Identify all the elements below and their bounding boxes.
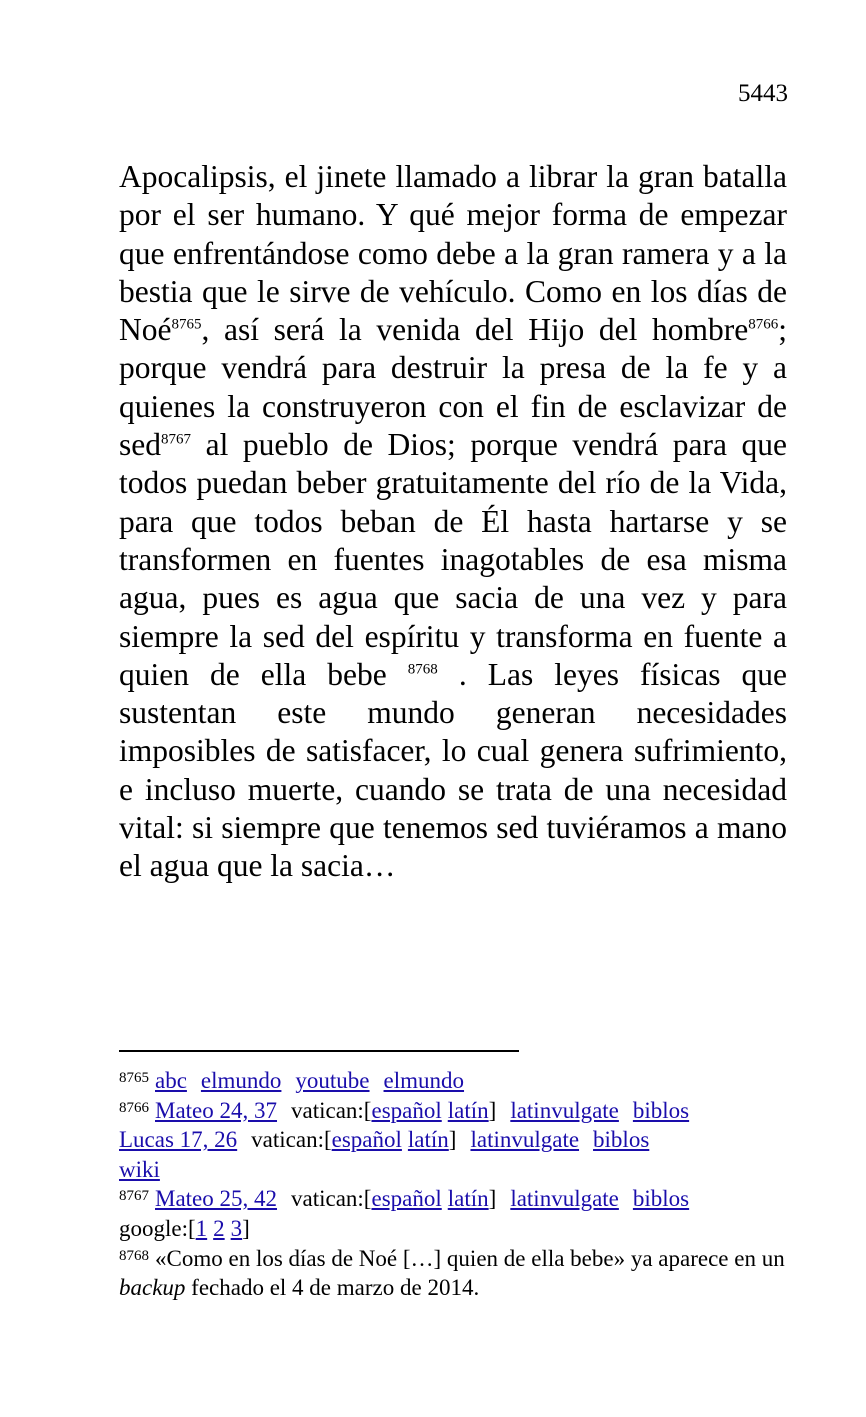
bracket-close: ] <box>488 1186 497 1212</box>
footnote-emphasis: backup <box>119 1275 186 1301</box>
vatican-label: vatican:[ <box>291 1097 372 1123</box>
link-vatican-latin-3[interactable]: latín <box>447 1186 489 1212</box>
link-elmundo-1[interactable]: elmundo <box>200 1068 282 1093</box>
link-latinvulgate-3[interactable]: latinvulgate <box>510 1186 619 1212</box>
footnote-number: 8766 <box>119 1099 149 1116</box>
bracket-close: ] <box>242 1215 250 1241</box>
link-biblos-2[interactable]: biblos <box>593 1127 650 1153</box>
body-text-segment: al pueblo de Dios; porque vendrá para que todos puedan beber gratuitamente del río de la Vida, para que todos beban de Él hasta hartarse y se transformen en fuentes inagotables de esa misma agua, pues es agua que sacia de una vez y para siempre la sed del espíritu y transforma en fuente a quien de ella bebe <box>119 427 787 692</box>
footnote-ref-8765: 8765 <box>171 316 202 333</box>
body-text-segment: . Las leyes físicas que sustentan este mundo generan necesidades imposibles de satisfacer, lo cual genera sufrimiento, e incluso muerte, cuando se trata de una necesidad vital: si siempre que tenemos sed tuviéramos a mano el agua que la sacia… <box>119 656 788 884</box>
footnotes <box>119 1066 787 1303</box>
body-text-segment: Apocalipsis, el jinete llamado a librar la gran batalla por el ser humano. Y qué mejor forma de empezar que enfrentándose como debe a la gran ramera y a la bestia que le sirve de vehículo. Como en los días de Noé <box>119 159 787 348</box>
link-elmundo-2[interactable]: elmundo <box>383 1068 465 1093</box>
vatican-label: vatican:[ <box>251 1127 332 1153</box>
footnote-divider <box>119 1050 519 1052</box>
footnote-8767 <box>119 1184 787 1243</box>
link-vatican-latin-2[interactable]: latín <box>407 1127 449 1153</box>
body-text-segment: ; porque vendrá para destruir la presa de la fe y a quienes la construyeron con el fin de esclavizar de sed <box>119 312 787 463</box>
page-number: 5443 <box>738 80 788 107</box>
footnote-number: 8768 <box>119 1247 149 1264</box>
link-vatican-espanol[interactable]: español <box>371 1097 442 1123</box>
link-wiki[interactable]: wiki <box>119 1156 160 1182</box>
footnote-8766 <box>119 1096 787 1185</box>
link-mateo-24-37[interactable]: Mateo 24, 37 <box>155 1097 278 1123</box>
vatican-label: vatican:[ <box>291 1186 372 1212</box>
footnote-ref-8768: 8768 <box>407 661 438 678</box>
link-abc[interactable]: abc <box>155 1068 187 1093</box>
google-label: google:[ <box>119 1215 196 1241</box>
link-google-1[interactable]: 1 <box>195 1215 208 1241</box>
body-paragraph <box>119 158 787 886</box>
link-biblos[interactable]: biblos <box>632 1097 690 1123</box>
footnote-8768 <box>119 1244 787 1303</box>
footnote-8765 <box>119 1066 787 1096</box>
link-youtube[interactable]: youtube <box>295 1068 370 1093</box>
footnote-number: 8765 <box>119 1070 149 1086</box>
link-google-3[interactable]: 3 <box>230 1215 243 1241</box>
link-biblos-3[interactable]: biblos <box>632 1186 690 1212</box>
footnote-ref-8767: 8767 <box>161 431 191 448</box>
footnote-text: «Como en los días de Noé […] quien de ella bebe» ya aparece en un <box>155 1245 785 1271</box>
link-vatican-latin[interactable]: latín <box>447 1097 489 1123</box>
footnote-text: fechado el 4 de marzo de 2014. <box>185 1275 480 1301</box>
link-latinvulgate[interactable]: latinvulgate <box>510 1097 619 1123</box>
link-vatican-espanol-2[interactable]: español <box>331 1127 402 1153</box>
footnote-number: 8767 <box>119 1188 149 1205</box>
bracket-close: ] <box>488 1097 497 1123</box>
body-text-segment: , así será la venida del Hijo del hombre <box>201 312 749 348</box>
link-google-2[interactable]: 2 <box>213 1215 225 1241</box>
link-mateo-25-42[interactable]: Mateo 25, 42 <box>155 1186 278 1212</box>
footnote-ref-8766: 8766 <box>748 316 779 333</box>
link-vatican-espanol-3[interactable]: español <box>371 1186 442 1212</box>
link-lucas-17-26[interactable]: Lucas 17, 26 <box>119 1127 238 1153</box>
link-latinvulgate-2[interactable]: latinvulgate <box>470 1127 580 1153</box>
bracket-close: ] <box>448 1127 457 1153</box>
